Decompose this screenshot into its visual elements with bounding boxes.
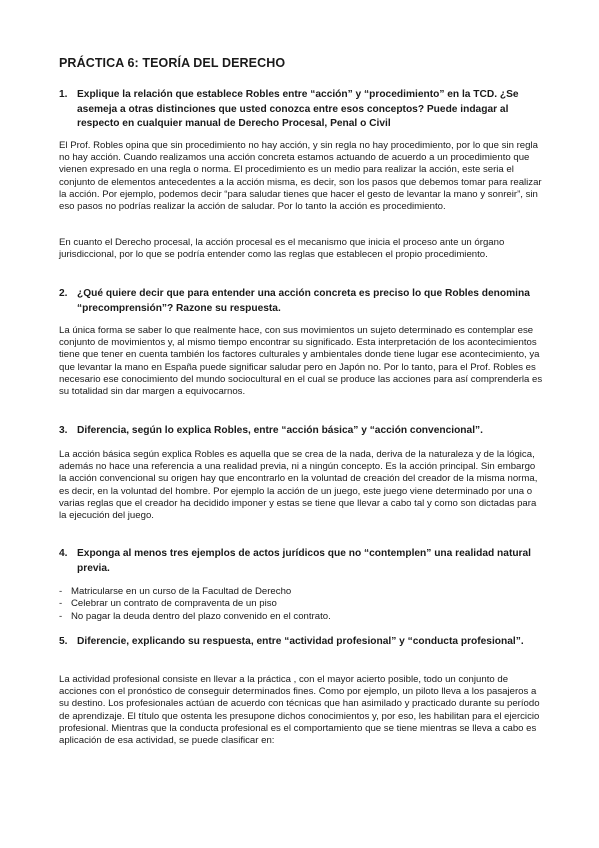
question-number: 3. [59,425,68,436]
question-text: ¿Qué quiere decir que para entender una acción concreta es preciso lo que Robles denomina “precomprensión”? Razone su respuesta. [77,288,530,314]
question-4 [59,547,549,576]
question-5 [59,635,549,650]
question-text: Explique la relación que establece Robles entre “acción” y “procedimiento” en la TCD. ¿Se asemeja a otras distinciones que usted conozca entre esos conceptos? Puede indagar al respecto en cualquier manual de Derecho Procesal, Penal o Civil [77,89,519,130]
answer-paragraph: La actividad profesional consiste en llevar a la práctica , con el mayor acierto posible, todo un conjunto de acciones con el pronóstico de conseguir determinados fines. Como por ejemplo, un piloto lleva a los pasajeros a su destino. Los profesionales actúan de acuerdo con técnicas que han asimilado y practicado durante su período de aprendizaje. El título que ostenta les presupone dichos conocimientos y, por eso, les habilitan para el ejercicio profesional. Mientras que la conducta profesional es el comportamiento que se tiene mientras se lleva a cabo es aplicación de esa actividad, se puede clasificar en: [59,674,540,747]
dash-bullet: - [59,610,63,622]
dash-bullet: - [59,598,63,610]
question-text: Diferencia, según lo explica Robles, entre “acción básica” y “acción convencional”. [77,425,483,436]
answer-paragraph: La única forma se saber lo que realmente hace, con sus movimientos un sujeto determinado es contemplar ese conjunto de movimientos y, al mismo tiempo encontrar su significado. Esta interpretación de los acontecimientos tiene que tener en cuenta también los factores culturales y ambientales donde tiene lugar ese acontecimiento, ya que levantar la mano en España puede significar saludar pero en Japón no. Por lo tanto, para el Prof. Robles es necesario ese conocimiento del mundo sociocultural en el cual se produce las acciones para así comprenderla es su totalidad sin dar margen a equivocarnos. [59,325,543,398]
question-number: 1. [59,89,68,100]
dash-bullet: - [59,586,63,597]
answer-paragraph: La acción básica según explica Robles es aquella que se crea de la nada, deriva de la naturaleza y de la lógica, además no hace una referencia a una realidad previa, ni a ningún concepto. Es la acción principal. Sin embargo la acción convencional su origen hay que encontrarlo en la voluntad de creación del creador de la misma norma, es decir, en la voluntad del hombre. Por ejemplo la acción de un juego, este juego viene determinado por una o varias reglas que el creador ha decidido imponer y estas se tiene que llevar a cabo tal y como son dictadas para la ejecución del juego. [59,449,538,522]
question-2 [59,287,549,316]
list-item-text: Celebrar un contrato de compraventa de un piso [71,598,277,610]
list-item-text: No pagar la deuda dentro del plazo convenido en el contrato. [71,610,331,622]
question-text: Diferencie, explicando su respuesta, entre “actividad profesional” y “conducta profesional”. [77,636,524,647]
question-number: 2. [59,288,68,299]
question-number: 5. [59,636,68,647]
list-item [59,611,539,623]
page-title: PRÁCTICA 6: TEORÍA DEL DERECHO [59,56,286,70]
question-1 [59,88,549,132]
question-3 [59,424,549,439]
answer-paragraph: En cuanto el Derecho procesal, la acción procesal es el mecanismo que inicia el proceso ante un órgano jurisdiccional, por lo que se podría entender como las reglas que establecen el propio procedimiento. [59,237,505,261]
answer-paragraph: El Prof. Robles opina que sin procedimiento no hay acción, y sin regla no hay procedimiento, por lo que sin regla no hay acción. Cuando realizamos una acción concreta estamos actuando de acuerdo a un procedimiento que vienen expresado en una regla o norma. El procedimiento es un medio para realizar la acción, este seria el conjunto de elementos antecedentes a la acción misma, es decir, son los pasos que debemos tomar para realizar la acción. Por ejemplo, podemos decir “para saludar tienes que hacer el gesto de levantar la mano y sonreir”, sin eso pasos no podrías realizar la acción de saludar. Por lo tanto la acción es procedimiento. [59,140,542,213]
list-item [59,598,539,610]
list-item [59,586,539,598]
question-text: Exponga al menos tres ejemplos de actos jurídicos que no “contemplen” una realidad natural previa. [77,548,532,574]
question-number: 4. [59,548,68,559]
examples-list [59,586,539,623]
list-item-text: Matricularse en un curso de la Facultad de Derecho [71,586,292,597]
